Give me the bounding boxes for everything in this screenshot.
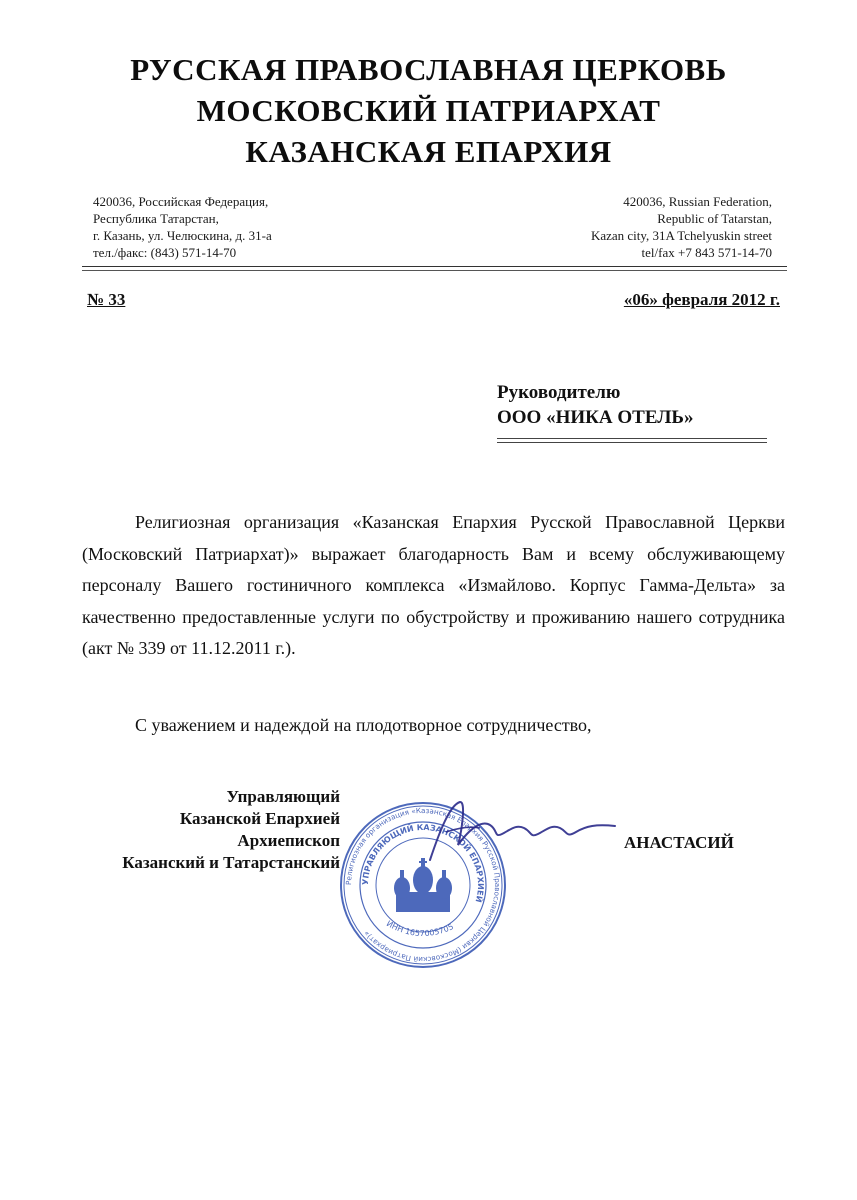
document-number: № 33	[87, 290, 126, 309]
signatory-title-line: Управляющий	[226, 787, 340, 806]
header-divider-thin	[82, 270, 787, 271]
header-line-patriarchate: МОСКОВСКИЙ ПАТРИАРХАТ	[196, 93, 661, 128]
address-en-line: tel/fax +7 843 571-14-70	[641, 245, 772, 260]
stamp-ring-text: Религиозная организация «Казанская Епархия Русской Православной Церкви (Московский Патриархат)»	[343, 805, 503, 965]
address-en-line: 420036, Russian Federation,	[623, 194, 772, 209]
signatory-title-line: Архиепископ	[237, 831, 340, 850]
address-russian	[93, 193, 272, 261]
recipient-block	[497, 380, 694, 430]
closing-line: С уважением и надеждой на плодотворное сотрудничество,	[135, 715, 592, 735]
signatory-title	[70, 786, 340, 874]
recipient-position: Руководителю	[497, 382, 621, 403]
letter-body	[82, 507, 785, 665]
signatory-title-line: Казанской Епархией	[179, 809, 340, 828]
svg-text:ИНН 1657005705	[385, 919, 455, 938]
recipient-underline	[497, 442, 767, 443]
signature-text: Анастасий	[540, 820, 545, 821]
header-line-eparchy: КАЗАНСКАЯ ЕПАРХИЯ	[245, 134, 612, 169]
address-ru-line: г. Казань, ул. Челюскина, д. 31-а	[93, 228, 272, 243]
address-ru-line: Республика Татарстан,	[93, 211, 219, 226]
address-ru-line: тел./факс: (843) 571-14-70	[93, 245, 237, 260]
signatory-name: АНАСТАСИЙ	[624, 833, 734, 852]
handwritten-signature	[420, 790, 620, 875]
address-english	[520, 193, 772, 261]
header-divider	[82, 266, 787, 267]
recipient-organization: ООО «НИКА ОТЕЛЬ»	[497, 407, 694, 428]
stamp-inner-text: УПРАВЛЯЮЩИЙ КАЗАНСКОЙ ЕПАРХИЕЙ	[360, 822, 486, 904]
body-paragraph: Религиозная организация «Казанская Епархия Русской Православной Церкви (Московский Патриархат)» выражает благодарность Вам и всему обслуживающему персоналу Вашего гостиничного комплекса «Измайлово. Корпус Гамма-Дельта» за качественно предоставленные услуги по обустройству и проживанию нашего сотрудника (акт № 339 от 11.12.2011 г.).	[82, 512, 785, 658]
address-en-line: Republic of Tatarstan,	[657, 211, 772, 226]
stamp-inn: ИНН 1657005705	[384, 919, 455, 939]
document-date: «06» февраля 2012 г.	[623, 290, 780, 309]
address-en-line: Kazan city, 31A Tchelyuskin street	[590, 228, 772, 243]
recipient-underline	[497, 438, 767, 439]
header-line-church: РУССКАЯ ПРАВОСЛАВНАЯ ЦЕРКОВЬ	[130, 52, 727, 87]
address-ru-line: 420036, Российская Федерация,	[93, 194, 269, 209]
signatory-title-line: Казанский и Татарстанский	[122, 853, 340, 872]
